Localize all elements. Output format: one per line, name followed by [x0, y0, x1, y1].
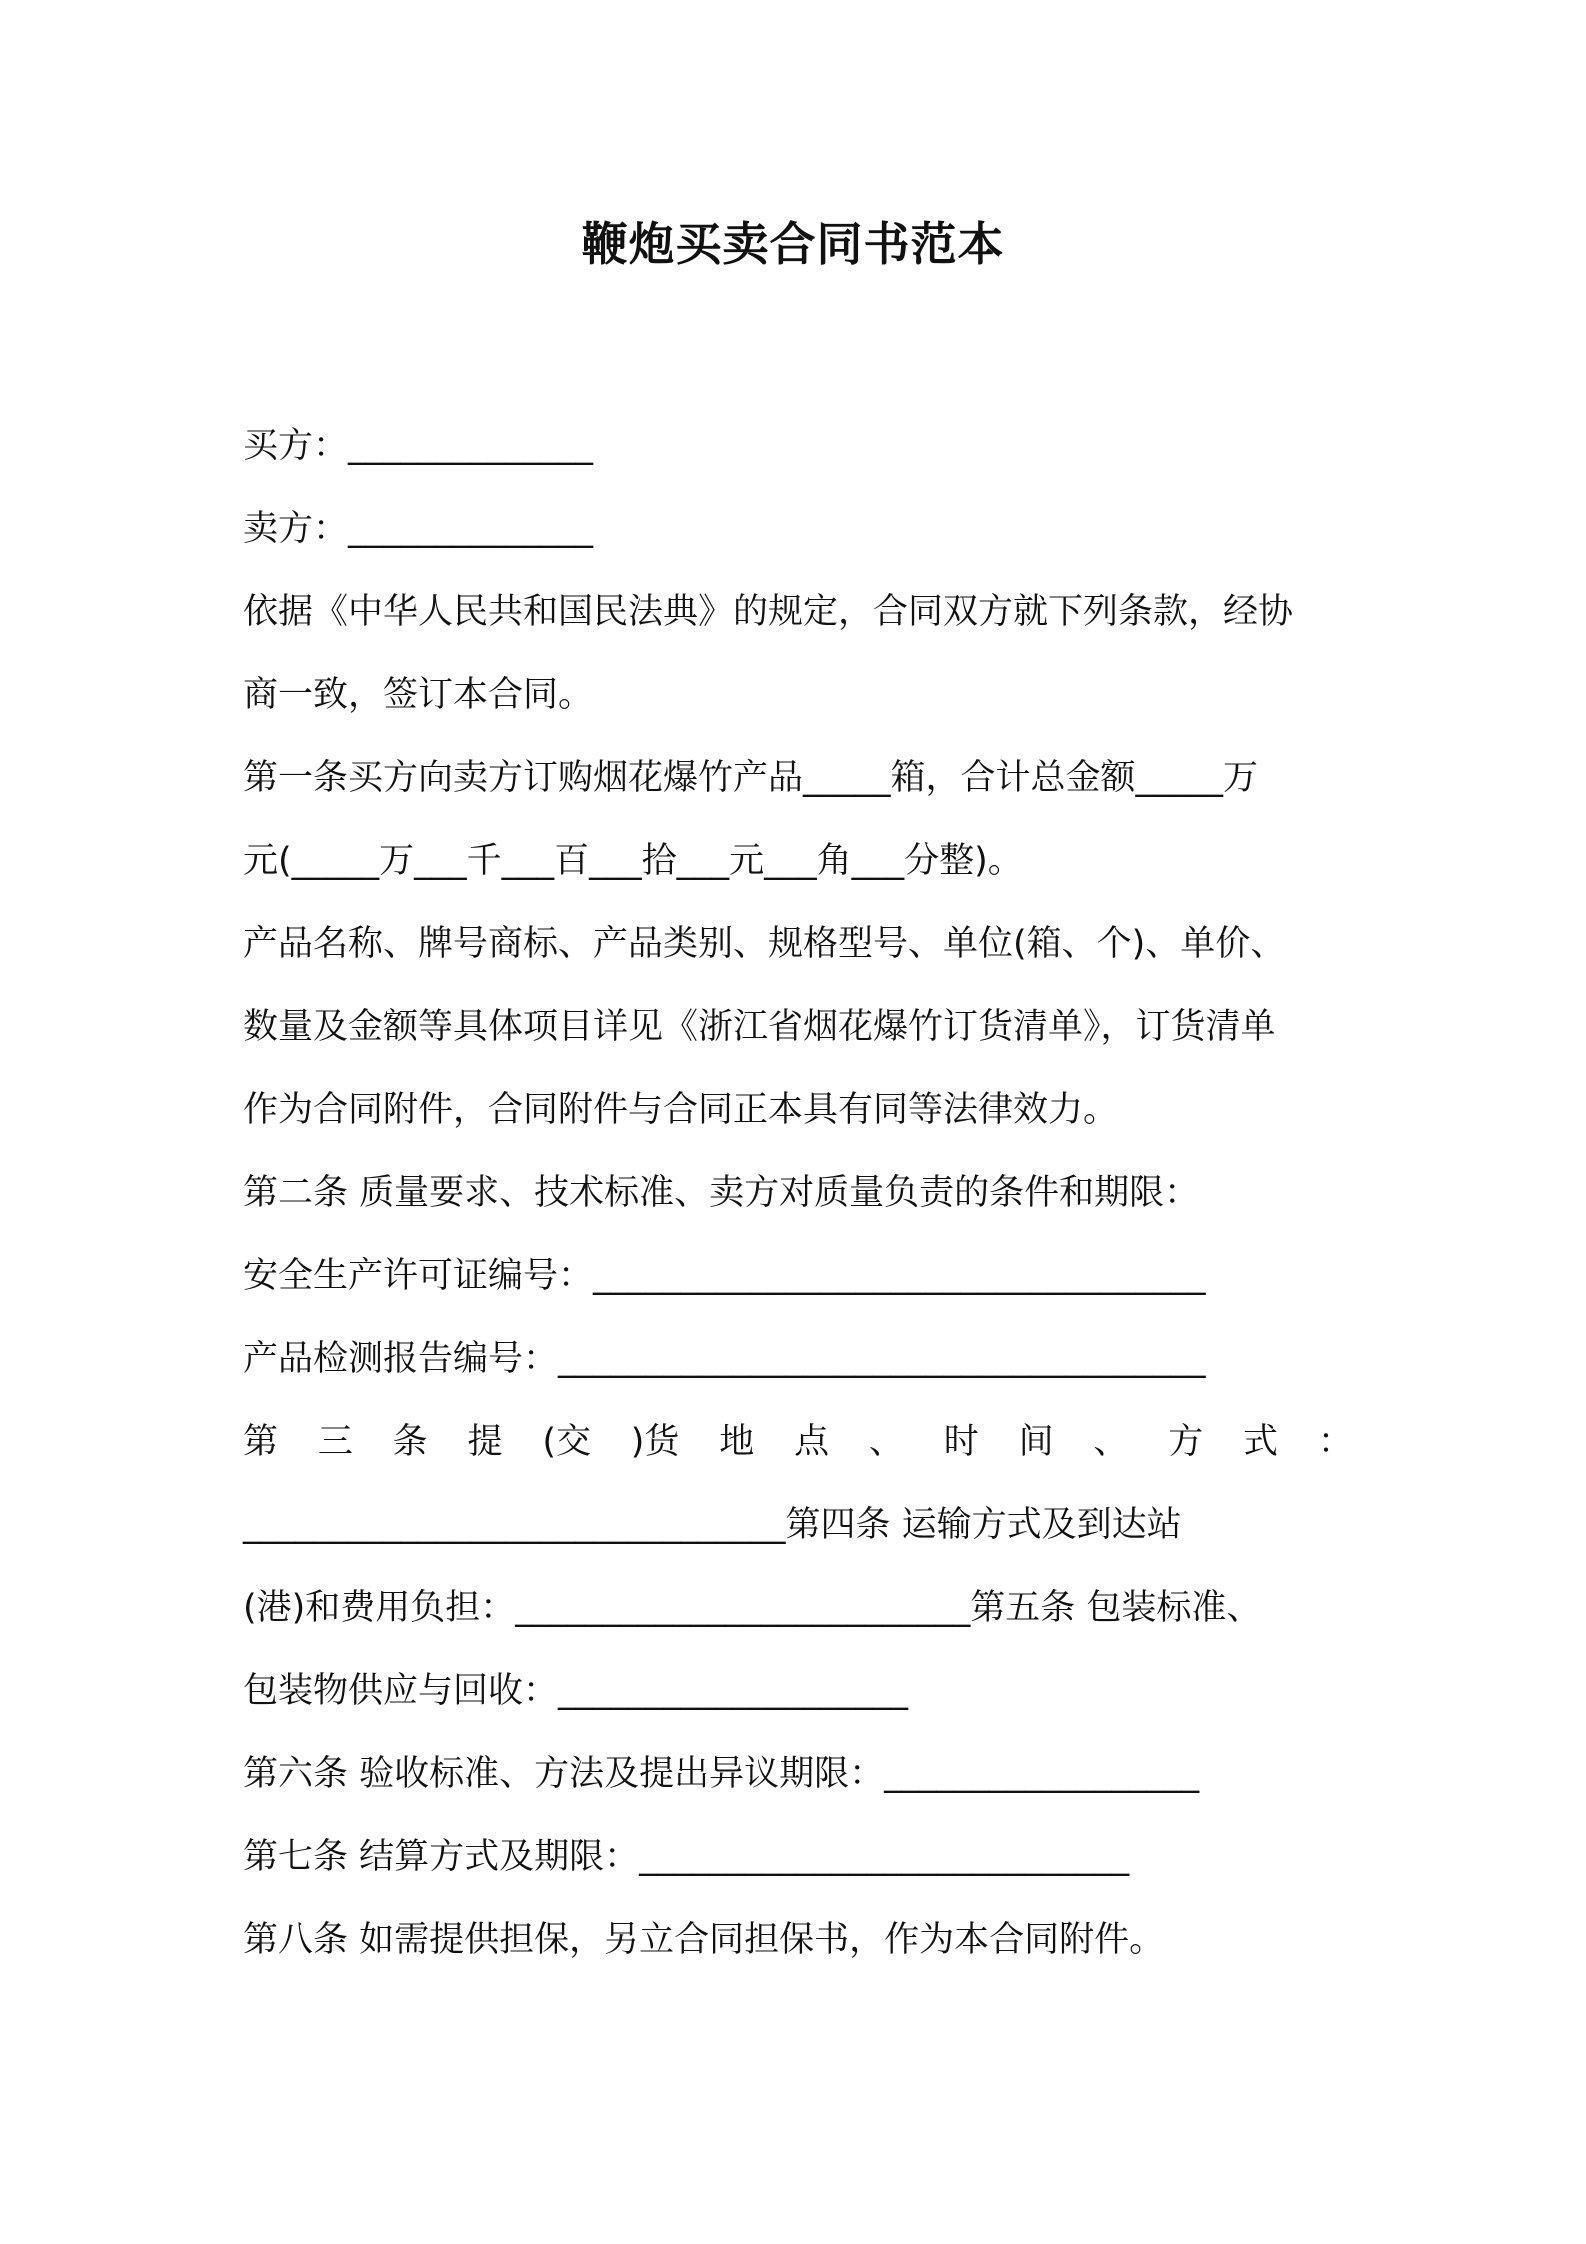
- article-3-part: 条: [392, 1422, 428, 1462]
- article-3-part: 地: [719, 1422, 755, 1462]
- article-1-line-1: 第一条买方向卖方订购烟花爆竹产品_____箱，合计总金额_____万: [243, 758, 1259, 798]
- article-3-part: 时: [943, 1422, 979, 1462]
- product-detail-line-2: 数量及金额等具体项目详见《浙江省烟花爆竹订货清单》，订货清单: [243, 1007, 1276, 1047]
- article-3-part: 方: [1168, 1422, 1204, 1462]
- document-title: 鞭炮买卖合同书范本: [581, 217, 1005, 271]
- preamble-line-1: 依据《中华人民共和国民法典》的规定，合同双方就下列条款，经协: [243, 592, 1294, 632]
- article-3-part: )货: [630, 1422, 680, 1462]
- buyer-line: 买方：______________: [243, 426, 594, 466]
- article-7-line: 第七条 结算方式及期限：____________________________: [243, 1837, 1130, 1877]
- article-2-line: 第二条 质量要求、技术标准、卖方对质量负责的条件和期限：: [243, 1173, 1200, 1213]
- article-3-part: 、: [868, 1422, 904, 1462]
- test-report-line: 产品检测报告编号：_____________________________________: [243, 1339, 1206, 1379]
- article-3-part: 三: [317, 1422, 353, 1462]
- article-1-line-2: 元(_____万___千___百___拾___元___角___分整)。: [243, 841, 1023, 881]
- article-3-part: 式: [1243, 1422, 1279, 1462]
- article-5-line: (港)和费用负担：__________________________第五条 包装标准、: [243, 1588, 1262, 1628]
- article-3-part: (交: [542, 1422, 591, 1462]
- product-detail-line-1: 产品名称、牌号商标、产品类别、规格型号、单位(箱、个)、单价、: [243, 924, 1286, 964]
- packaging-line: 包装物供应与回收：____________________: [243, 1671, 909, 1711]
- article-6-line: 第六条 验收标准、方法及提出异议期限：__________________: [243, 1754, 1200, 1794]
- article-3-line: [243, 1401, 1353, 1484]
- article-3-part: 第: [243, 1422, 279, 1462]
- article-3-part: 提: [467, 1422, 503, 1462]
- seller-line: 卖方：______________: [243, 509, 594, 549]
- article-3-part: 点: [794, 1422, 830, 1462]
- product-detail-line-3: 作为合同附件，合同附件与合同正本具有同等法律效力。: [243, 1090, 1119, 1130]
- article-4-line: _______________________________第四条 运输方式及到达站: [243, 1505, 1182, 1545]
- article-8-line: 第八条 如需提供担保，另立合同担保书，作为本合同附件。: [243, 1920, 1165, 1960]
- article-3-part: 、: [1093, 1422, 1129, 1462]
- article-3-part: 间: [1018, 1422, 1054, 1462]
- document-body: [243, 405, 1353, 1982]
- article-3-part: ：: [1317, 1422, 1353, 1462]
- safety-license-line: 安全生产许可证编号：___________________________________: [243, 1256, 1206, 1296]
- preamble-line-2: 商一致，签订本合同。: [243, 675, 594, 715]
